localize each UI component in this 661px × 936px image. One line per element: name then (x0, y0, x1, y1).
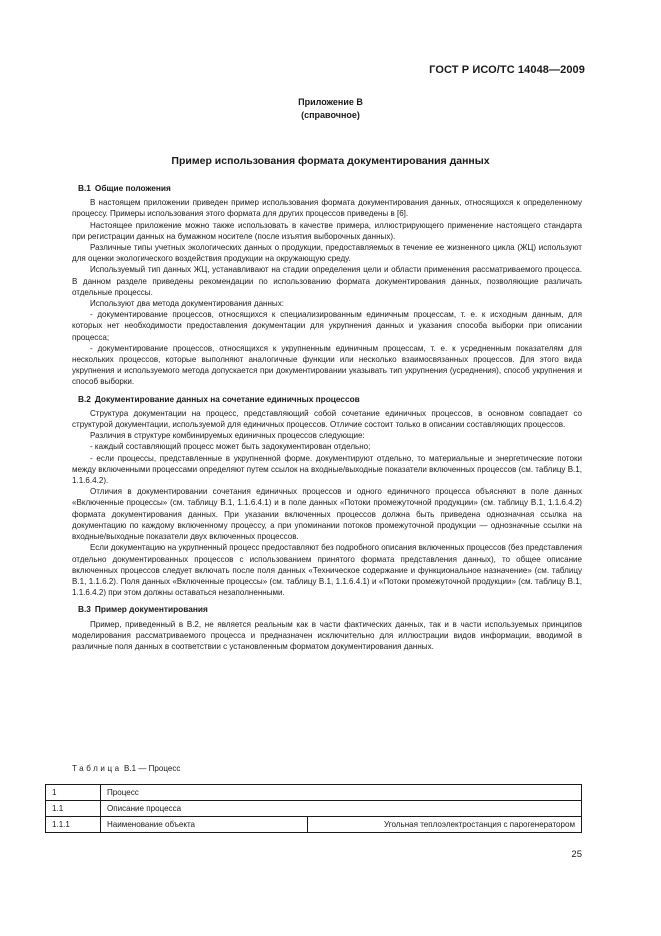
appendix-block (0, 96, 661, 122)
table-cell-code: 1.1.1 (46, 817, 101, 833)
section-heading-b3 (72, 604, 582, 615)
table-row (46, 817, 582, 833)
list-item: - документирование процессов, относящихся к специализированным единичным процессам, т. е. к исходным данным, для которых нет необходимости предоставления документации для укрупнения данных и указания способа выборки при описании процесса; (72, 310, 582, 342)
table-caption-text: В.1 — Процесс (121, 764, 181, 773)
section-title: Пример документирования (94, 604, 208, 615)
table-caption (72, 764, 180, 773)
document-title: Пример использования формата документирования данных (171, 155, 490, 167)
list-item: - каждый составляющий процесс может быть задокументирован отдельно; (90, 442, 371, 452)
list-item: - если процессы, представленные в укрупненной форме. документируют отдельно, то материальные и энергетические потоки между включенными процессами определяют путем ссылок на входные/выходные показатели включенных процессов (см. таблицу В.1, 1.1.6.4.2). (72, 453, 583, 486)
table-cell-name: Процесс (101, 785, 582, 801)
paragraph: Настоящее приложение можно также использовать в качестве примера, иллюстрирующего применение настоящего стандарта при регистрации данных на бумажном носителе (после изъятия выборочных данных). (72, 220, 582, 241)
appendix-label: Приложение В (298, 97, 363, 107)
table-row (46, 801, 582, 817)
process-table (45, 784, 582, 833)
paragraph: Используют два метода документирования данных: (90, 299, 284, 309)
paragraph: Используемый тип данных ЖЦ, устанавливают на стадии определения цели и области применения рассматриваемого процесса. В данном разделе приведены рекомендации по использованию формата документирования данных, позволяющие различать отдельные процессы. (72, 265, 582, 297)
list-item: - документирование процессов, относящихся к укрупненным единичным процессам, т. е. к усредненным показателям для нескольких процессов, которые выполняют аналогичные функции или несколько взаимосвязанных процессов. Для этого вида укрупнения и используемого метода допускается при документировании указывать тип укрупнения (усреднения), способ укрупнения и способ выборки. (72, 343, 582, 387)
paragraph: Различия в структуре комбинируемых единичных процессов следующие: (90, 431, 365, 441)
table-cell-code: 1.1 (46, 801, 101, 817)
table-caption-prefix: Таблица (72, 764, 122, 773)
section-heading-b2 (72, 394, 582, 405)
section-title: Общие положения (94, 183, 171, 193)
paragraph: В настоящем приложении приведен пример использования формата документирования данных, относящихся к определенному процессу. Примеры использования этого формата для других процессов приведены в [6]. (72, 198, 582, 219)
section-title: Документирование данных на сочетание единичных процессов (94, 393, 360, 404)
paragraph: Различные типы учетных экологических данных о продукции, предоставляемых в течение ее жизненного цикла (ЖЦ) используют для оценки экологического воздействия продукции на окружающую среду. (72, 243, 582, 264)
paragraph: Структура документации на процесс, представляющий собой сочетание единичных процессов, в основном совпадает со структурой документации, используемой для единичных процессов. Отличие состоит только в описании составляющих процессов. (72, 408, 582, 430)
appendix-type: (справочное) (301, 110, 360, 120)
table-cell-value: Угольная теплоэлектростанция с парогенератором (308, 817, 582, 833)
section-number: В.1 (78, 183, 91, 193)
table-cell-name: Наименование объекта (101, 817, 308, 833)
section-heading-b1 (72, 183, 582, 194)
paragraph: Пример, приведенный в В.2, не является реальным как в части фактических данных, так и в части используемых принципов моделирования рассматриваемого процесса и предназначен исключительно для иллюстрации видов информации, вводимой в различные поля данных в соответствии с установленным форматом документирования данных. (72, 619, 582, 651)
document-body (72, 181, 582, 652)
section-number: В.2 (78, 393, 91, 404)
paragraph: Отличия в документировании сочетания единичных процессов и одного единичного процесса объясняют в поле данных «Включенные процессы» (см. таблицу В.1, 1.1.6.4.1) и в поле данных «Потоки промежуточной продукции» (см. таблицу В.1, 1.1.6.4.2) формата документирования данных. При указании включенных процессов должна быть приведена однозначная ссылка на документацию по каждому включенному процессу, а при упоминании потоков промежуточной продукции — однозначные ссылки на входные/выходные показатели двух включенных процессов. (72, 487, 582, 542)
table-cell-name: Описание процесса (101, 801, 582, 817)
page-number: 25 (571, 849, 582, 860)
paragraph: Если документацию на укрупненный процесс предоставляют без подробного описания включенных процессов (без представления отдельно документированных процессов с использованием принятого формата представления данных), то общее описание включенных процессов следует включать после поля данных «Техническое содержание и функциональное назначение» (см. таблицу В.1, 1.1.6.2). Поля данных «Включенные процессы» (см. таблицу В.1, 1.1.6.4.1) и «Потоки промежуточной продукции» (см. таблицу В.1, 1.1.6.4.2) при этом должны оставаться незаполненными. (72, 543, 582, 598)
table-row (46, 785, 582, 801)
table-cell-code: 1 (46, 785, 101, 801)
section-number: В.3 (78, 604, 91, 615)
standard-code: ГОСТ Р ИСО/ТС 14048—2009 (429, 64, 585, 76)
